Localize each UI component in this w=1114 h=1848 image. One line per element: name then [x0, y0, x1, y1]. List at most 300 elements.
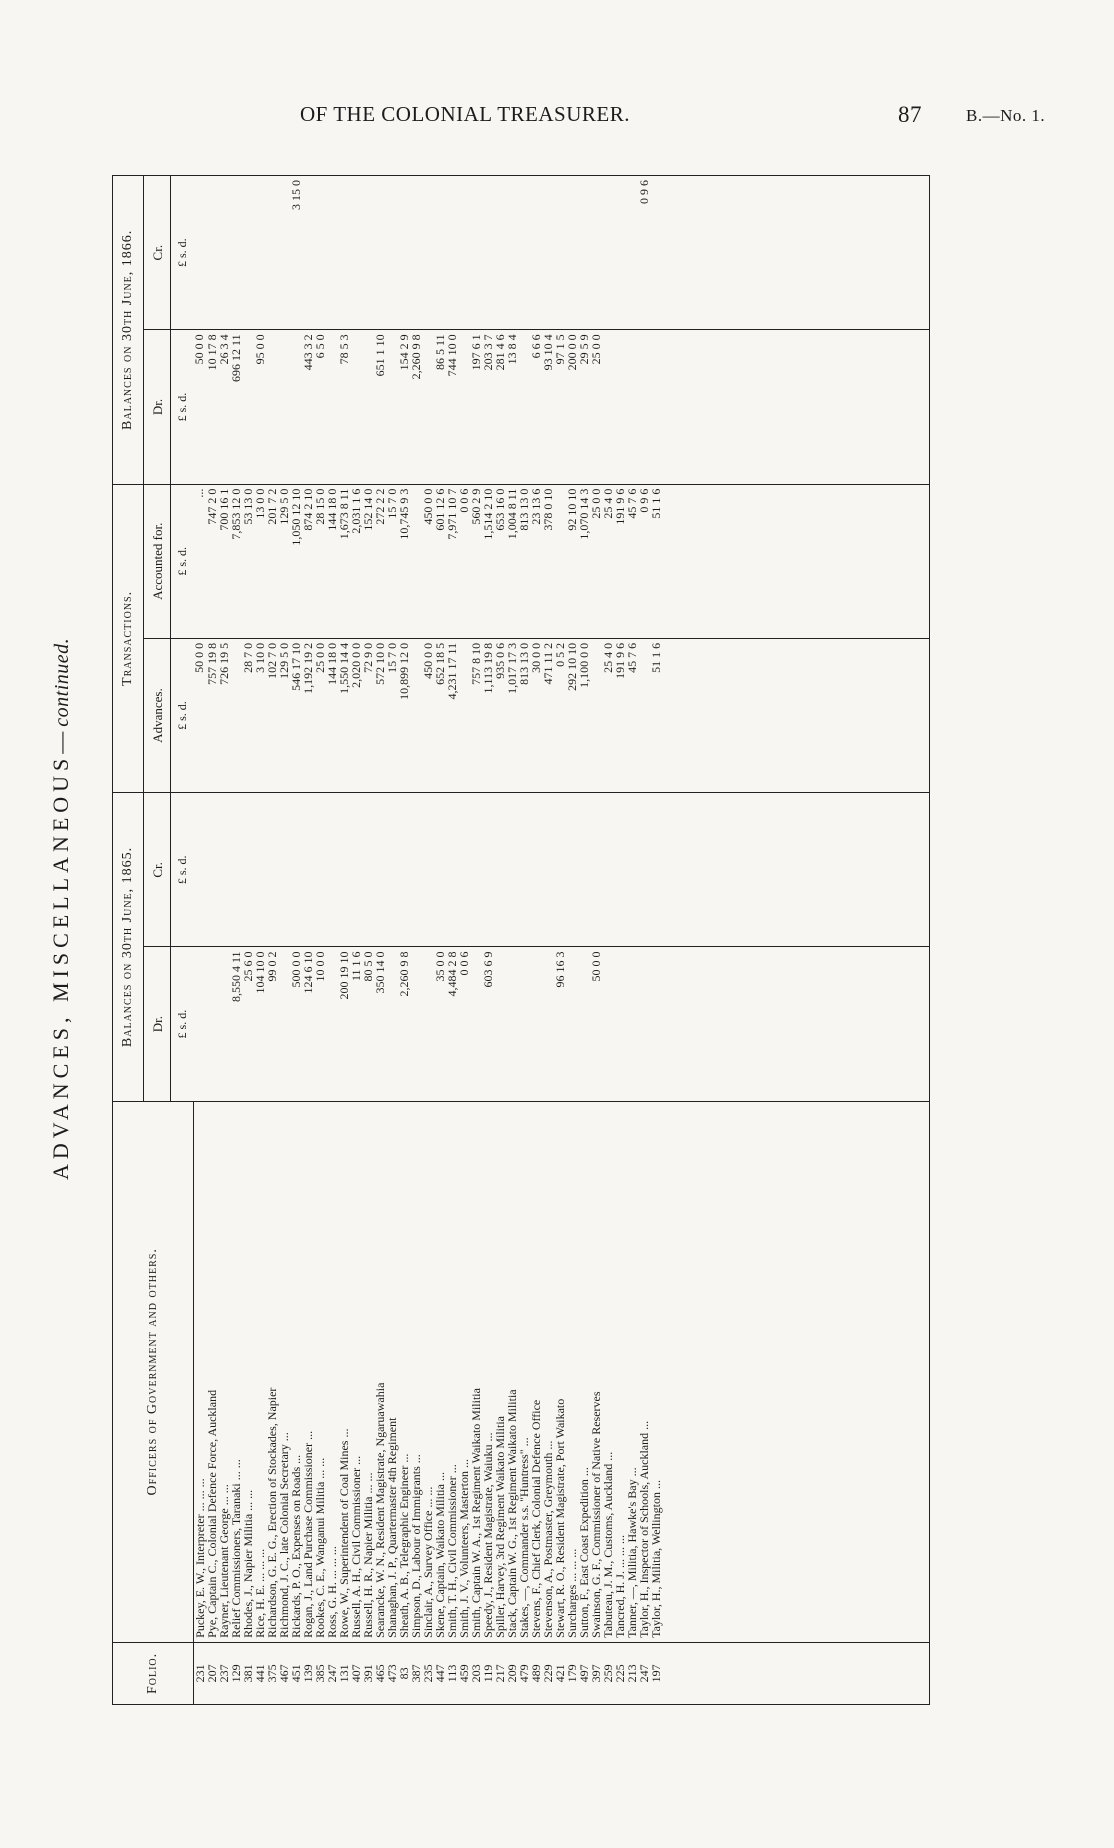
dr-1866-cell [326, 330, 338, 484]
accounted-cell: 2,031 1 6 [350, 484, 362, 638]
advances-cell: 1,100 0 0 [578, 638, 590, 792]
accounted-cell: 1,050 12 10 [290, 484, 302, 638]
table-row [230, 176, 242, 1705]
page-number: 87 [898, 102, 922, 127]
cr-1866-cell [386, 176, 398, 330]
cr-1865-cell [193, 793, 206, 947]
cr-1866-cell [614, 176, 626, 330]
cr-1866-cell [374, 176, 386, 330]
table-row [554, 176, 566, 1705]
advances-cell: 2,020 0 0 [350, 638, 362, 792]
folio-cell: 131 [338, 1642, 350, 1704]
cr-1865-cell [530, 793, 542, 947]
table-row [242, 176, 254, 1705]
document-reference: B.—No. 1. [966, 106, 1046, 125]
cr-1865-cell [302, 793, 314, 947]
dr-1865-cell: 80 5 0 [362, 947, 374, 1101]
dr-1865-cell [326, 947, 338, 1101]
cr-1866-cell [482, 176, 494, 330]
dr-1866-cell: 154 2 9 [398, 330, 410, 484]
cr-1865-cell [482, 793, 494, 947]
folio-cell: 235 [422, 1642, 434, 1704]
advances-cell: 292 10 10 [566, 638, 578, 792]
dr-1865-cell [530, 947, 542, 1101]
cr-1866-cell [626, 176, 638, 330]
cr-1865-cell [374, 793, 386, 947]
cr-1865-cell [386, 793, 398, 947]
table-row [542, 176, 554, 1705]
cr-1865-cell [206, 793, 218, 947]
cr-1866-cell [362, 176, 374, 330]
dr-1865-cell [542, 947, 554, 1101]
cr-1865-cell [254, 793, 266, 947]
table-row [326, 176, 338, 1705]
cr-1866-cell [398, 176, 410, 330]
dr-1865-cell: 500 0 0 [290, 947, 302, 1101]
advances-cell: 4,231 17 11 [446, 638, 458, 792]
folio-cell: 489 [530, 1642, 542, 1704]
table-row [626, 176, 638, 1705]
folio-cell: 247 [638, 1642, 650, 1704]
cr-1865-cell [314, 793, 326, 947]
dr-1866-cell [266, 330, 278, 484]
dr-1866-cell [602, 330, 614, 484]
cr-1865-cell [506, 793, 518, 947]
advances-cell: 757 19 8 [206, 638, 218, 792]
dr-1866-cell [290, 330, 302, 484]
cr-1865-cell [350, 793, 362, 947]
dr-1865-cell: 99 0 2 [266, 947, 278, 1101]
advances-cell [638, 638, 650, 792]
accounted-cell: 15 7 0 [386, 484, 398, 638]
folio-cell: 179 [566, 1642, 578, 1704]
table-row [374, 176, 386, 1705]
cr-1866-cell [650, 176, 662, 330]
advances-cell: 572 10 0 [374, 638, 386, 792]
folio-cell: 397 [590, 1642, 602, 1704]
officer-cell: Tancred, H. J. ... ... ... [614, 1101, 626, 1642]
cr-1865-cell [422, 793, 434, 947]
officer-cell: Swainson, G. F., Commissioner of Native Reserves [590, 1101, 602, 1642]
accounted-cell: 1,673 8 11 [338, 484, 350, 638]
table-row [446, 176, 458, 1705]
accounted-cell: 51 1 6 [650, 484, 662, 638]
dr-1866-cell: 744 10 0 [446, 330, 458, 484]
ledger-body [193, 176, 930, 1705]
officer-cell: Taylor, H., Militia, Wellington ... [650, 1101, 662, 1642]
advances-cell: 15 7 0 [386, 638, 398, 792]
cr-1866-cell [218, 176, 230, 330]
table-row [266, 176, 278, 1705]
cr-1865-cell [566, 793, 578, 947]
accounted-cell: 191 9 6 [614, 484, 626, 638]
folio-cell: 217 [494, 1642, 506, 1704]
accounted-cell: 92 10 10 [566, 484, 578, 638]
folio-cell: 113 [446, 1642, 458, 1704]
dr-1866-cell [386, 330, 398, 484]
dr-1866-cell [242, 330, 254, 484]
cr-1865-cell [590, 793, 602, 947]
balances-1866-header: Balances on 30th June, 1866. [113, 176, 144, 485]
dr-1865-cell: 8,550 4 11 [230, 947, 242, 1101]
officers-header: Officers of Government and others. [113, 1101, 194, 1642]
table-row [506, 176, 518, 1705]
dr-1865-cell [410, 947, 422, 1101]
cr-1865-cell [398, 793, 410, 947]
accounted-cell [410, 484, 422, 638]
officer-cell: Sheath, A. B., Telegraphic Engineer ... [398, 1101, 410, 1642]
officer-cell: Rhodes, J., Napier Militia ... ... [242, 1101, 254, 1642]
dr-1866-cell: 97 1 5 [554, 330, 566, 484]
cr-1865-cell [614, 793, 626, 947]
accounted-cell: 450 0 0 [422, 484, 434, 638]
folio-cell: 385 [314, 1642, 326, 1704]
dr-1866-cell: 6 6 6 [530, 330, 542, 484]
dr-1865-cell [494, 947, 506, 1101]
cr-1866-cell [458, 176, 470, 330]
dr-1866-cell: 651 1 10 [374, 330, 386, 484]
spacer-cell [662, 1642, 930, 1704]
accounted-cell: 272 2 2 [374, 484, 386, 638]
officer-cell: Stevens, F., Chief Clerk, Colonial Defence Office [530, 1101, 542, 1642]
units-cr-1866: £ s. d. [171, 176, 194, 330]
cr-1866-cell [542, 176, 554, 330]
folio-cell: 459 [458, 1642, 470, 1704]
dr-1866-header: Dr. [144, 330, 171, 484]
dr-1865-cell [422, 947, 434, 1101]
advances-cell: 1,017 17 3 [506, 638, 518, 792]
folio-cell: 119 [482, 1642, 494, 1704]
folio-cell: 421 [554, 1642, 566, 1704]
table-row [650, 176, 662, 1705]
folio-cell: 229 [542, 1642, 554, 1704]
dr-1865-cell [566, 947, 578, 1101]
accounted-cell: 201 7 2 [266, 484, 278, 638]
cr-1865-cell [542, 793, 554, 947]
officer-cell: Rayner, Lieutenant George ... ... [218, 1101, 230, 1642]
folio-cell: 197 [650, 1642, 662, 1704]
folio-cell: 209 [506, 1642, 518, 1704]
accounted-cell: 45 7 6 [626, 484, 638, 638]
folio-header: Folio. [113, 1642, 194, 1704]
dr-1866-cell [518, 330, 530, 484]
folio-cell: 381 [242, 1642, 254, 1704]
cr-1866-cell [506, 176, 518, 330]
accounted-cell: 25 0 0 [590, 484, 602, 638]
accounted-cell: 560 2 9 [470, 484, 482, 638]
officer-cell: Rowe, W., Superintendent of Coal Mines ... [338, 1101, 350, 1642]
accounted-cell: 13 0 0 [254, 484, 266, 638]
table-row [206, 176, 218, 1705]
dr-1865-cell [650, 947, 662, 1101]
units-dr-1866: £ s. d. [171, 330, 194, 484]
dr-1865-cell: 50 0 0 [590, 947, 602, 1101]
cr-1866-cell [530, 176, 542, 330]
units-dr-1865: £ s. d. [171, 947, 194, 1101]
units-accounted: £ s. d. [171, 484, 194, 638]
table-row [302, 176, 314, 1705]
dr-1865-header: Dr. [144, 947, 171, 1101]
dr-1866-cell: 93 10 4 [542, 330, 554, 484]
folio-cell: 375 [266, 1642, 278, 1704]
advances-cell: 652 18 5 [434, 638, 446, 792]
cr-1866-cell [446, 176, 458, 330]
table-row [314, 176, 326, 1705]
advances-cell: 757 8 10 [470, 638, 482, 792]
advances-cell: 144 18 0 [326, 638, 338, 792]
advances-cell: 1,113 19 8 [482, 638, 494, 792]
cr-1865-cell [230, 793, 242, 947]
cr-1865-cell [554, 793, 566, 947]
advances-cell: 10,899 12 0 [398, 638, 410, 792]
advances-cell: 30 0 0 [530, 638, 542, 792]
table-row [566, 176, 578, 1705]
officer-cell: Russell, H. R., Napier Militia ... ... [362, 1101, 374, 1642]
dr-1865-cell [614, 947, 626, 1101]
folio-cell: 231 [193, 1642, 206, 1704]
spacer-cell [662, 947, 930, 1101]
cr-1865-cell [266, 793, 278, 947]
units-advances: £ s. d. [171, 638, 194, 792]
cr-1866-cell [302, 176, 314, 330]
officer-cell: Smith, T. H., Civil Commissioner ... [446, 1101, 458, 1642]
accounted-header: Accounted for. [144, 484, 171, 638]
officer-cell: Richmond, J. C., late Colonial Secretary ... [278, 1101, 290, 1642]
table-row [410, 176, 422, 1705]
accounted-cell: 653 16 0 [494, 484, 506, 638]
folio-cell: 237 [218, 1642, 230, 1704]
dr-1866-cell [458, 330, 470, 484]
cr-1865-cell [494, 793, 506, 947]
dr-1866-cell: 95 0 0 [254, 330, 266, 484]
cr-1865-cell [290, 793, 302, 947]
dr-1865-cell: 124 6 10 [302, 947, 314, 1101]
dr-1866-cell: 281 4 6 [494, 330, 506, 484]
table-row [590, 176, 602, 1705]
table-row [254, 176, 266, 1705]
cr-1866-cell [254, 176, 266, 330]
dr-1866-cell: 10 17 8 [206, 330, 218, 484]
table-row [398, 176, 410, 1705]
officer-cell: Sinclair, A., Survey Office ... ... [422, 1101, 434, 1642]
dr-1865-cell: 4,484 2 8 [446, 947, 458, 1101]
dr-1866-cell: 13 8 4 [506, 330, 518, 484]
cr-1866-cell [326, 176, 338, 330]
accounted-cell: ... [193, 484, 206, 638]
dr-1866-cell: 6 5 0 [314, 330, 326, 484]
dr-1865-cell: 25 6 0 [242, 947, 254, 1101]
accounted-cell: 378 0 10 [542, 484, 554, 638]
cr-1865-cell [362, 793, 374, 947]
folio-cell: 441 [254, 1642, 266, 1704]
dr-1866-cell: 203 3 7 [482, 330, 494, 484]
cr-1866-cell [410, 176, 422, 330]
accounted-cell: 144 18 0 [326, 484, 338, 638]
rotated-ledger [112, 175, 930, 1705]
table-row [602, 176, 614, 1705]
dr-1866-cell: 2,260 9 8 [410, 330, 422, 484]
table-spacer-row [662, 176, 930, 1705]
advances-cell: 28 7 0 [242, 638, 254, 792]
folio-cell: 391 [362, 1642, 374, 1704]
cr-1865-cell [326, 793, 338, 947]
accounted-cell: 1,514 2 10 [482, 484, 494, 638]
cr-1866-cell [206, 176, 218, 330]
officer-cell: Relief Commissioners, Taranaki ... ... [230, 1101, 242, 1642]
dr-1866-cell [638, 330, 650, 484]
dr-1866-cell [350, 330, 362, 484]
table-row [530, 176, 542, 1705]
cr-1866-cell [338, 176, 350, 330]
officer-cell: Stack, Captain W. G., 1st Regiment Waikato Militia [506, 1101, 518, 1642]
advances-cell: 471 11 2 [542, 638, 554, 792]
officer-cell: Rice, H. E. ... ... ... [254, 1101, 266, 1642]
advances-cell: 450 0 0 [422, 638, 434, 792]
accounted-cell: 7,853 12 0 [230, 484, 242, 638]
dr-1866-cell: 26 3 4 [218, 330, 230, 484]
cr-1866-cell [590, 176, 602, 330]
table-row [494, 176, 506, 1705]
folio-cell: 129 [230, 1642, 242, 1704]
cr-1866-header: Cr. [144, 176, 171, 330]
advances-cell [590, 638, 602, 792]
accounted-cell: 0 9 6 [638, 484, 650, 638]
officer-cell: Tanner, —, Militia, Hawke's Bay ... [626, 1101, 638, 1642]
cr-1866-cell [434, 176, 446, 330]
advances-cell: 25 4 0 [602, 638, 614, 792]
cr-1865-header: Cr. [144, 793, 171, 947]
folio-cell: 465 [374, 1642, 386, 1704]
accounted-cell: 1,070 14 3 [578, 484, 590, 638]
advances-cell: 813 13 0 [518, 638, 530, 792]
dr-1865-cell [470, 947, 482, 1101]
officer-cell: Stakes, —, Commander s.s. "Huntress" ... [518, 1101, 530, 1642]
balances-1865-header: Balances on 30th June, 1865. [113, 793, 144, 1102]
folio-cell: 225 [614, 1642, 626, 1704]
dr-1866-cell [362, 330, 374, 484]
folio-cell: 207 [206, 1642, 218, 1704]
dr-1865-cell: 96 16 3 [554, 947, 566, 1101]
accounted-cell: 0 0 6 [458, 484, 470, 638]
folio-cell: 447 [434, 1642, 446, 1704]
cr-1865-cell [410, 793, 422, 947]
dr-1866-cell: 29 5 9 [578, 330, 590, 484]
dr-1865-cell: 350 14 0 [374, 947, 386, 1101]
dr-1865-cell: 2,260 9 8 [398, 947, 410, 1101]
dr-1865-cell: 200 19 10 [338, 947, 350, 1101]
advances-cell: 726 19 5 [218, 638, 230, 792]
accounted-cell: 25 4 0 [602, 484, 614, 638]
folio-cell: 213 [626, 1642, 638, 1704]
table-row [290, 176, 302, 1705]
cr-1866-cell [578, 176, 590, 330]
officer-cell: Simpson, D., Labour of Immigrants ... [410, 1101, 422, 1642]
dr-1865-cell [206, 947, 218, 1101]
cr-1865-cell [470, 793, 482, 947]
dr-1866-cell [278, 330, 290, 484]
folio-cell: 83 [398, 1642, 410, 1704]
spacer-cell [662, 1101, 930, 1642]
officer-cell: Russell, A. H., Civil Commissioner ... [350, 1101, 362, 1642]
table-row [386, 176, 398, 1705]
officer-cell: Stewart, R. O., Resident Magistrate, Port Waikato [554, 1101, 566, 1642]
officer-cell: Taylor, H., Inspector of Schools, Auckland ... [638, 1101, 650, 1642]
officer-cell: Rookes, C. E., Wanganui Militia ... ... [314, 1101, 326, 1642]
officer-cell: Speedy, J., Resident Magistrate, Waiuku ... [482, 1101, 494, 1642]
table-row [518, 176, 530, 1705]
advances-cell: 1,550 14 4 [338, 638, 350, 792]
cr-1866-cell [350, 176, 362, 330]
advances-cell: 129 5 0 [278, 638, 290, 792]
cr-1866-cell [494, 176, 506, 330]
folio-cell: 247 [326, 1642, 338, 1704]
table-row [350, 176, 362, 1705]
folio-cell: 407 [350, 1642, 362, 1704]
accounted-cell [554, 484, 566, 638]
cr-1866-cell: 3 15 0 [290, 176, 302, 330]
dr-1865-cell [626, 947, 638, 1101]
cr-1865-cell [650, 793, 662, 947]
dr-1865-cell [518, 947, 530, 1101]
dr-1866-cell [614, 330, 626, 484]
cr-1865-cell [278, 793, 290, 947]
accounted-cell: 7,971 10 7 [446, 484, 458, 638]
cr-1865-cell [578, 793, 590, 947]
officer-cell: Spiller, Harvey, 3rd Regiment Waikato Militia [494, 1101, 506, 1642]
folio-cell: 479 [518, 1642, 530, 1704]
dr-1865-cell: 35 0 0 [434, 947, 446, 1101]
cr-1866-cell [266, 176, 278, 330]
spacer-cell [662, 793, 930, 947]
side-title-main: ADVANCES, MISCELLANEOUS— [48, 726, 73, 1180]
dr-1865-cell [506, 947, 518, 1101]
officer-cell: Pye, Captain C., Colonial Defence Force, Auckland [206, 1101, 218, 1642]
accounted-cell: 10,745 9 3 [398, 484, 410, 638]
table-row [362, 176, 374, 1705]
officer-cell: Smith, J. V., Volunteers, Masterton ... [458, 1101, 470, 1642]
spacer-cell [662, 484, 930, 638]
dr-1865-cell: 104 10 0 [254, 947, 266, 1101]
spacer-cell [662, 176, 930, 330]
advances-cell: 45 7 6 [626, 638, 638, 792]
dr-1865-cell [638, 947, 650, 1101]
cr-1865-cell [218, 793, 230, 947]
advances-header: Advances. [144, 638, 171, 792]
folio-cell: 473 [386, 1642, 398, 1704]
officer-cell: Stevenson, A., Postmaster, Greymouth ... [542, 1101, 554, 1642]
officer-cell: Searancke, W. N., Resident Magistrate, Ngaruawahia [374, 1101, 386, 1642]
cr-1865-cell [338, 793, 350, 947]
cr-1866-cell [566, 176, 578, 330]
table-row [638, 176, 650, 1705]
table-row [458, 176, 470, 1705]
table-row [614, 176, 626, 1705]
accounted-cell: 700 16 1 [218, 484, 230, 638]
transactions-header: Transactions. [113, 484, 144, 793]
dr-1866-cell: 78 5 3 [338, 330, 350, 484]
officer-cell: Shanaghan, J. P., Quartermaster 4th Regiment [386, 1101, 398, 1642]
accounted-cell: 129 5 0 [278, 484, 290, 638]
dr-1866-cell: 197 6 1 [470, 330, 482, 484]
folio-cell: 203 [470, 1642, 482, 1704]
side-title-continued: continued. [51, 637, 73, 727]
officer-cell: Rickards, P. O., Expenses on Roads ... [290, 1101, 302, 1642]
cr-1865-cell [602, 793, 614, 947]
accounted-cell: 23 13 6 [530, 484, 542, 638]
table-row [338, 176, 350, 1705]
advances-cell: 25 0 0 [314, 638, 326, 792]
cr-1865-cell [638, 793, 650, 947]
